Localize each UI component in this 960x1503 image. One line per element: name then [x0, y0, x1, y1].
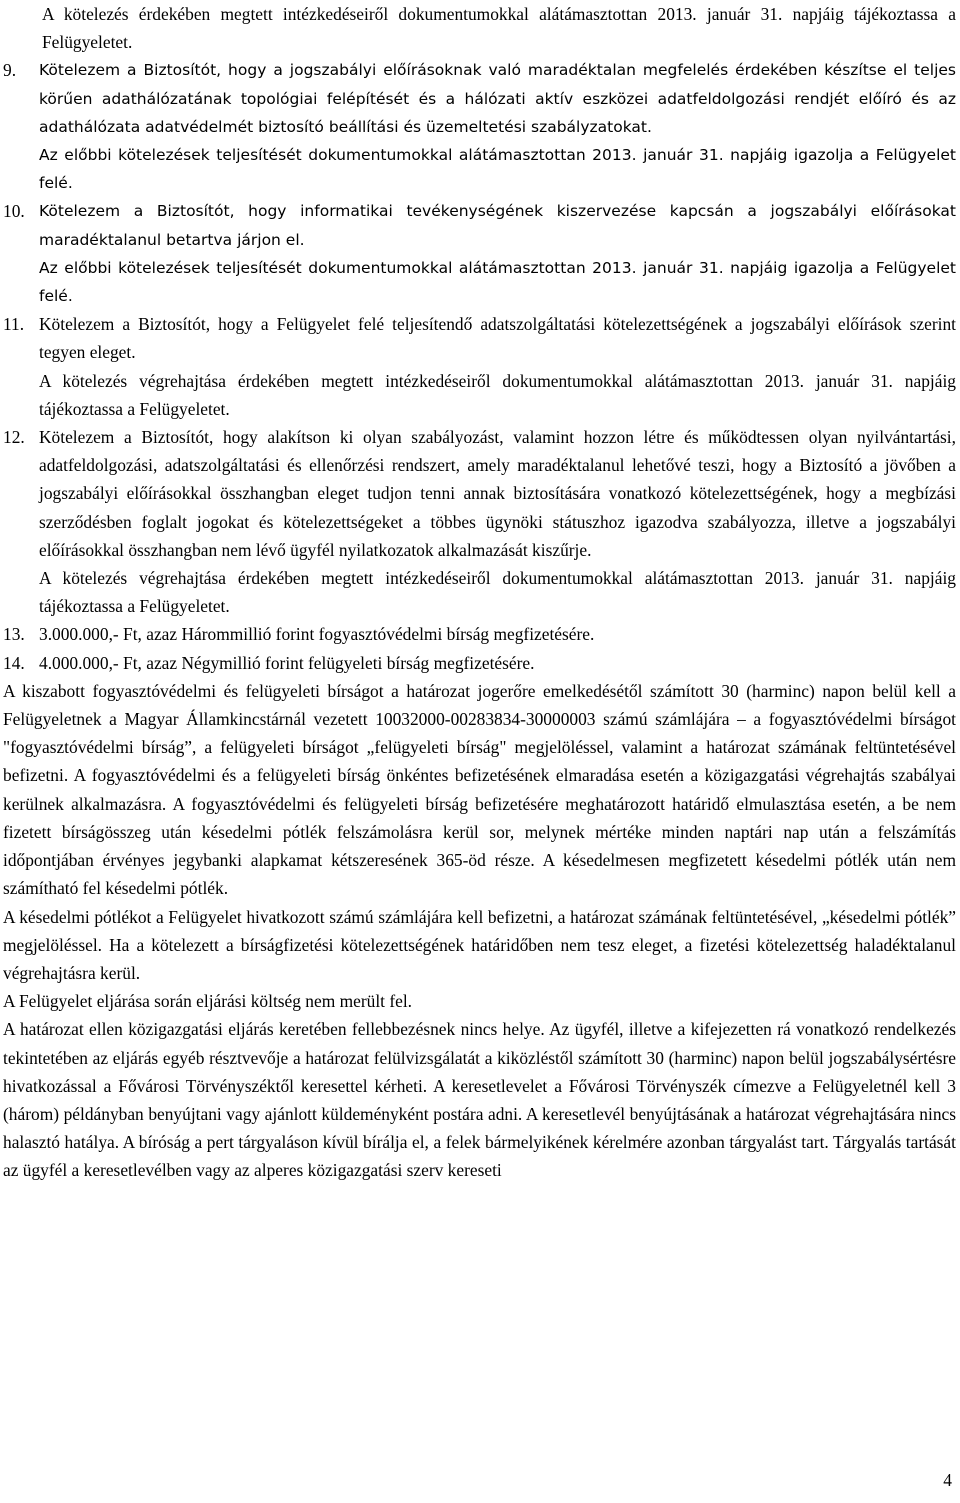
- paragraph-fine-payment: A kiszabott fogyasztóvédelmi és felügyeleti bírságot a határozat jogerőre emelkedésétől számított 30 (harminc) napon belül kell a Felügyeletnek a Magyar Államkincstárnál vezetett 10032000-00283834-30000003 számú számlájára – a fogyasztóvédelmi bírságot "fogyasztóvédelmi bírság”, a felügyeleti bírságot „felügyeleti bírság" megjelöléssel, valamint a határozat számának feltüntetésével befizetni. A fogyasztóvédelmi és a felügyeleti bírság önkéntes befizetésének elmaradása esetén a közigazgatási végrehajtás szabályai kerülnek alkalmazásra. A fogyasztóvédelmi és felügyeleti bírság befizetésére meghatározott határidő elmulasztása esetén, a be nem fizetett bírságösszeg után késedelmi pótlék felszámolásra kerül sor, melynek mértéke minden naptári nap után a felszámítás időpontjában érvényes jegybanki alapkamat kétszeresének 365-öd része. A késedelmesen megfizetett késedelmi pótlék után nem számítható fel késedelmi pótlék.: [3, 680, 956, 899]
- paragraph-procedure-cost: A Felügyelet eljárása során eljárási költség nem merült fel.: [3, 991, 413, 1012]
- item-body: [39, 56, 956, 197]
- item-number: 11.: [3, 314, 25, 335]
- item-body: [39, 197, 956, 310]
- item-number: 12.: [3, 427, 25, 448]
- item-subtext: A kötelezés végrehajtása érdekében megtett intézkedéseiről dokumentumokkal alátámasztottan 2013. január 31. napjáig tájékoztassa a Felügyeletet.: [39, 568, 956, 617]
- list-item-12: [3, 423, 956, 620]
- item-text: Kötelezem a Biztosítót, hogy informatikai tevékenységének kiszervezése kapcsán a jogszabályi előírásokat maradéktalanul betartva járjon el.: [39, 202, 956, 249]
- item-subtext: Az előbbi kötelezések teljesítését dokumentumokkal alátámasztottan 2013. január 31. napjáig igazolja a Felügyelet felé.: [39, 258, 956, 306]
- item-number: 9.: [3, 60, 17, 81]
- item8-subparagraph: [3, 0, 956, 56]
- item-text: Kötelezem a Biztosítót, hogy a Felügyelet felé teljesítendő adatszolgáltatási kötelezettségének a jogszabályi előírások szerint tegyen eleget.: [39, 314, 956, 363]
- item-number: 14.: [3, 652, 25, 673]
- paragraph-appeal: A határozat ellen közigazgatási eljárás keretében fellebbezésnek nincs helye. Az ügyfél, illetve a kifejezetten rá vonatkozó rendelkezés tekintetében az eljárás egyéb résztvevője a határozat felülvizsgálatát a kiközléstől számított 30 (harminc) napon belül jogszabálysértésre hivatkozással a Fővárosi Törvényszéktől keresettel kérheti. A keresetlevelet a Fővárosi Törvényszék címezve a Felügyeletnél kell 3 (három) példányban benyújtani vagy ajánlott küldeményként postára adni. A keresetlevél benyújtásának a határozat végrehajtására nincs halasztó hatálya. A bíróság a pert tárgyaláson kívül bírálja el, a felek bármelyikének kérelmére azonban tárgyalást tart. Tárgyalás tartását az ügyfél a keresetlevélben vagy az alperes közigazgatási szerv kereseti: [3, 1019, 956, 1181]
- item-text: 3.000.000,- Ft, azaz Hárommillió forint fogyasztóvédelmi bírság megfizetésére.: [39, 624, 595, 645]
- item-body: [39, 423, 956, 620]
- page-number: 4: [943, 1470, 952, 1490]
- item-text: Kötelezem a Biztosítót, hogy a jogszabályi előírásoknak való maradéktalan megfelelés érdekében készítse el teljes körűen adathálózatának topológiai felépítését és a hálózati aktív eszközei adatfeldolgozási rendjét előíró és az adathálózata adatvédelmét biztosító beállítási és üzemeltetési szabályzatokat.: [39, 61, 956, 136]
- item-subtext: Az előbbi kötelezések teljesítését dokumentumokkal alátámasztottan 2013. január 31. napjáig igazolja a Felügyelet felé.: [39, 146, 956, 193]
- list-item-13: [3, 620, 956, 648]
- item-number: 10.: [3, 201, 25, 222]
- paragraph-late-fee: A késedelmi pótlékot a Felügyelet hivatkozott számú számlájára kell befizetni, a határozat számának feltüntetésével, „késedelmi pótlék” megjelöléssel. Ha a kötelezett a bírságfizetési kötelezettségének határidőben nem tesz eleget, a fizetési kötelezettség haladéktalanul végrehajtásra kerül.: [3, 906, 956, 983]
- list-item-10: [3, 197, 956, 310]
- item-number: 13.: [3, 624, 25, 645]
- item-text: Kötelezem a Biztosítót, hogy alakítson ki olyan szabályozást, valamint hozzon létre és működtessen olyan nyilvántartási, adatfeldolgozási, adatszolgáltatási és ellenőrzési rendszert, amely maradéktalanul lehetővé teszi, hogy a Biztosító a jövőben a jogszabályi előírásokkal összhangban eleget tudjon tenni annak biztosítására vonatkozó kötelezettségének, hogy a megbízási szerződésben foglalt jogokat és kötelezettségeket a többes ügynöki státuszhoz igazodva szabályozza, illetve a jogszabályi előírásokkal összhangban nem lévő ügyfél nyilatkozatok alkalmazását kiszűrje.: [39, 427, 956, 560]
- item8-sub-text: A kötelezés érdekében megtett intézkedéseiről dokumentumokkal alátámasztottan 2013. január 31. napjáig tájékoztassa a Felügyeletet.: [42, 4, 956, 53]
- list-item-9: [3, 56, 956, 197]
- item-body: [39, 310, 956, 423]
- list-item-14: [3, 649, 956, 677]
- item-subtext: A kötelezés végrehajtása érdekében megtett intézkedéseiről dokumentumokkal alátámasztottan 2013. január 31. napjáig tájékoztassa a Felügyeletet.: [39, 370, 956, 419]
- list-item-11: [3, 310, 956, 423]
- item-text: 4.000.000,- Ft, azaz Négymillió forint felügyeleti bírság megfizetésére.: [39, 652, 535, 673]
